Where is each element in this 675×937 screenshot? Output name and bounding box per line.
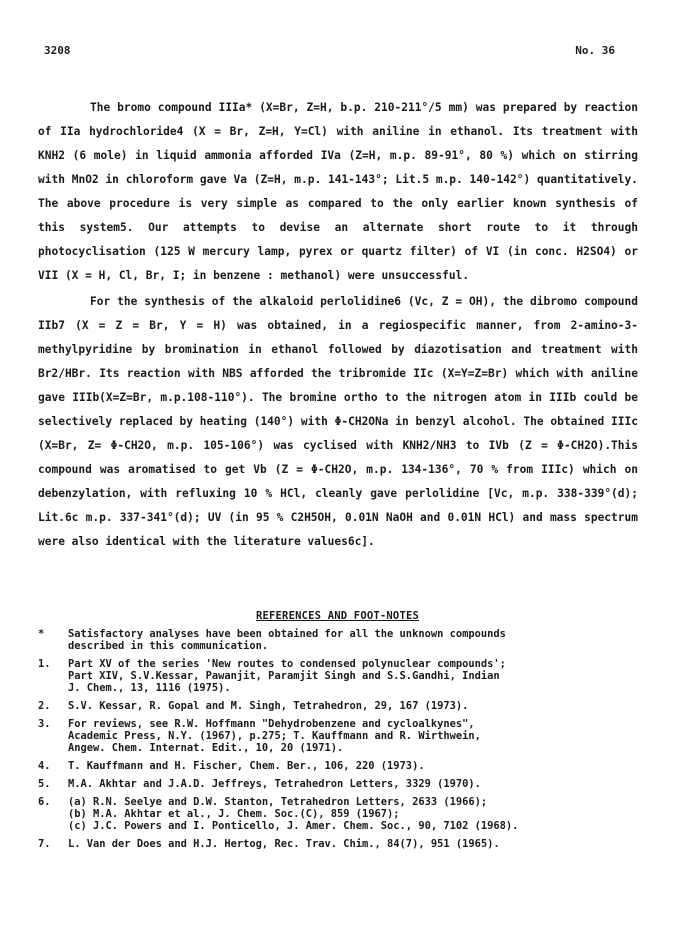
reference-line: S.V. Kessar, R. Gopal and M. Singh, Tetrahedron, 29, 167 (1973).	[68, 700, 469, 712]
paragraph-1: The bromo compound IIIa* (X=Br, Z=H, b.p. 210-211°/5 mm) was prepared by reaction of IIa hydrochloride4 (X = Br, Z=H, Y=Cl) with aniline in ethanol. Its treatment with KNH2 (6 mole) in liquid ammonia afforded IVa (Z=H, m.p. 89-91°, 80 %) which on stirring with MnO2 in chloroform gave Va (Z=H, m.p. 141-143°; Lit.5 m.p. 140-142°) quantitatively. The above procedure is very simple as compared to the only earlier known synthesis of this system5. Our attempts to devise an alternate short route to it through photocyclisation (125 W mercury lamp, pyrex or quartz filter) of VI (in conc. H2SO4) or VII (X = H, Cl, Br, I; in benzene : methanol) were unsuccessful.	[38, 101, 638, 282]
reference-line: (c) J.C. Powers and I. Ponticello, J. Amer. Chem. Soc., 90, 7102 (1968).	[68, 820, 519, 832]
reference-mark: 3.	[38, 718, 51, 730]
reference-line: J. Chem., 13, 1116 (1975).	[68, 682, 231, 694]
reference-text	[68, 838, 638, 850]
reference-line: Part XIV, S.V.Kessar, Pawanjit, Paramjit Singh and S.S.Gandhi, Indian	[68, 670, 500, 682]
reference-text	[68, 700, 638, 712]
reference-line: Part XV of the series 'New routes to condensed polynuclear compounds';	[68, 658, 506, 670]
reference-line: (b) M.A. Akhtar et al., J. Chem. Soc.(C), 859 (1967);	[68, 808, 400, 820]
page-number: 3208	[44, 44, 71, 57]
reference-item	[38, 700, 638, 712]
paragraph-2: For the synthesis of the alkaloid perlolidine6 (Vc, Z = OH), the dibromo compound IIb7 (X = Z = Br, Y = H) was obtained, in a regiospecific manner, from 2-amino-3-methylpyridine by bromination in ethanol followed by diazotisation and treatment with Br2/HBr. Its reaction with NBS afforded the tribromide IIc (X=Y=Z=Br) which with aniline gave IIIb(X=Z=Br, m.p.108-110°). The bromine ortho to the nitrogen atom in IIIb could be selectively replaced by heating (140°) with Φ-CH2ONa in benzyl alcohol. The obtained IIIc (X=Br, Z= Φ-CH2O, m.p. 105-106°) was cyclised with KNH2/NH3 to IVb (Z = Φ-CH2O).This compound was aromatised to get Vb (Z = Φ-CH2O, m.p. 134-136°, 70 % from IIIc) which on debenzylation, with refluxing 10 % HCl, cleanly gave perlolidine [Vc, m.p. 338-339°(d); Lit.6c m.p. 337-341°(d); UV (in 95 % C2H5OH, 0.01N NaOH and 0.01N HCl) and mass spectrum were also identical with the literature values6c].	[38, 295, 638, 548]
reference-mark: *	[38, 628, 45, 640]
reference-item	[38, 658, 638, 694]
reference-line: Satisfactory analyses have been obtained for all the unknown compounds	[68, 628, 506, 640]
reference-mark: 1.	[38, 658, 51, 670]
references-list	[38, 628, 638, 856]
reference-item	[38, 718, 638, 754]
reference-text	[68, 796, 638, 832]
reference-line: L. Van der Does and H.J. Hertog, Rec. Trav. Chim., 84(7), 951 (1965).	[68, 838, 500, 850]
page-header	[44, 44, 615, 60]
article-body	[38, 96, 638, 554]
reference-line: For reviews, see R.W. Hoffmann "Dehydrobenzene and cycloalkynes",	[68, 718, 475, 730]
reference-line: (a) R.N. Seelye and D.W. Stanton, Tetrahedron Letters, 2633 (1966);	[68, 796, 488, 808]
reference-mark: 6.	[38, 796, 51, 808]
reference-text	[68, 658, 638, 694]
reference-text	[68, 718, 638, 754]
reference-line: Academic Press, N.Y. (1967), p.275; T. Kauffmann and R. Wirthwein,	[68, 730, 481, 742]
reference-mark: 4.	[38, 760, 51, 772]
reference-item	[38, 778, 638, 790]
reference-item	[38, 628, 638, 652]
reference-text	[68, 628, 638, 652]
issue-number: No. 36	[575, 44, 615, 57]
reference-line: M.A. Akhtar and J.A.D. Jeffreys, Tetrahedron Letters, 3329 (1970).	[68, 778, 481, 790]
reference-mark: 2.	[38, 700, 51, 712]
reference-item	[38, 760, 638, 772]
reference-line: T. Kauffmann and H. Fischer, Chem. Ber., 106, 220 (1973).	[68, 760, 425, 772]
reference-item	[38, 796, 638, 832]
reference-item	[38, 838, 638, 850]
reference-mark: 5.	[38, 778, 51, 790]
reference-line: described in this communication.	[68, 640, 269, 652]
reference-text	[68, 778, 638, 790]
reference-text	[68, 760, 638, 772]
reference-line: Angew. Chem. Internat. Edit., 10, 20 (1971).	[68, 742, 344, 754]
references-heading: REFERENCES AND FOOT-NOTES	[255, 610, 420, 622]
reference-mark: 7.	[38, 838, 51, 850]
